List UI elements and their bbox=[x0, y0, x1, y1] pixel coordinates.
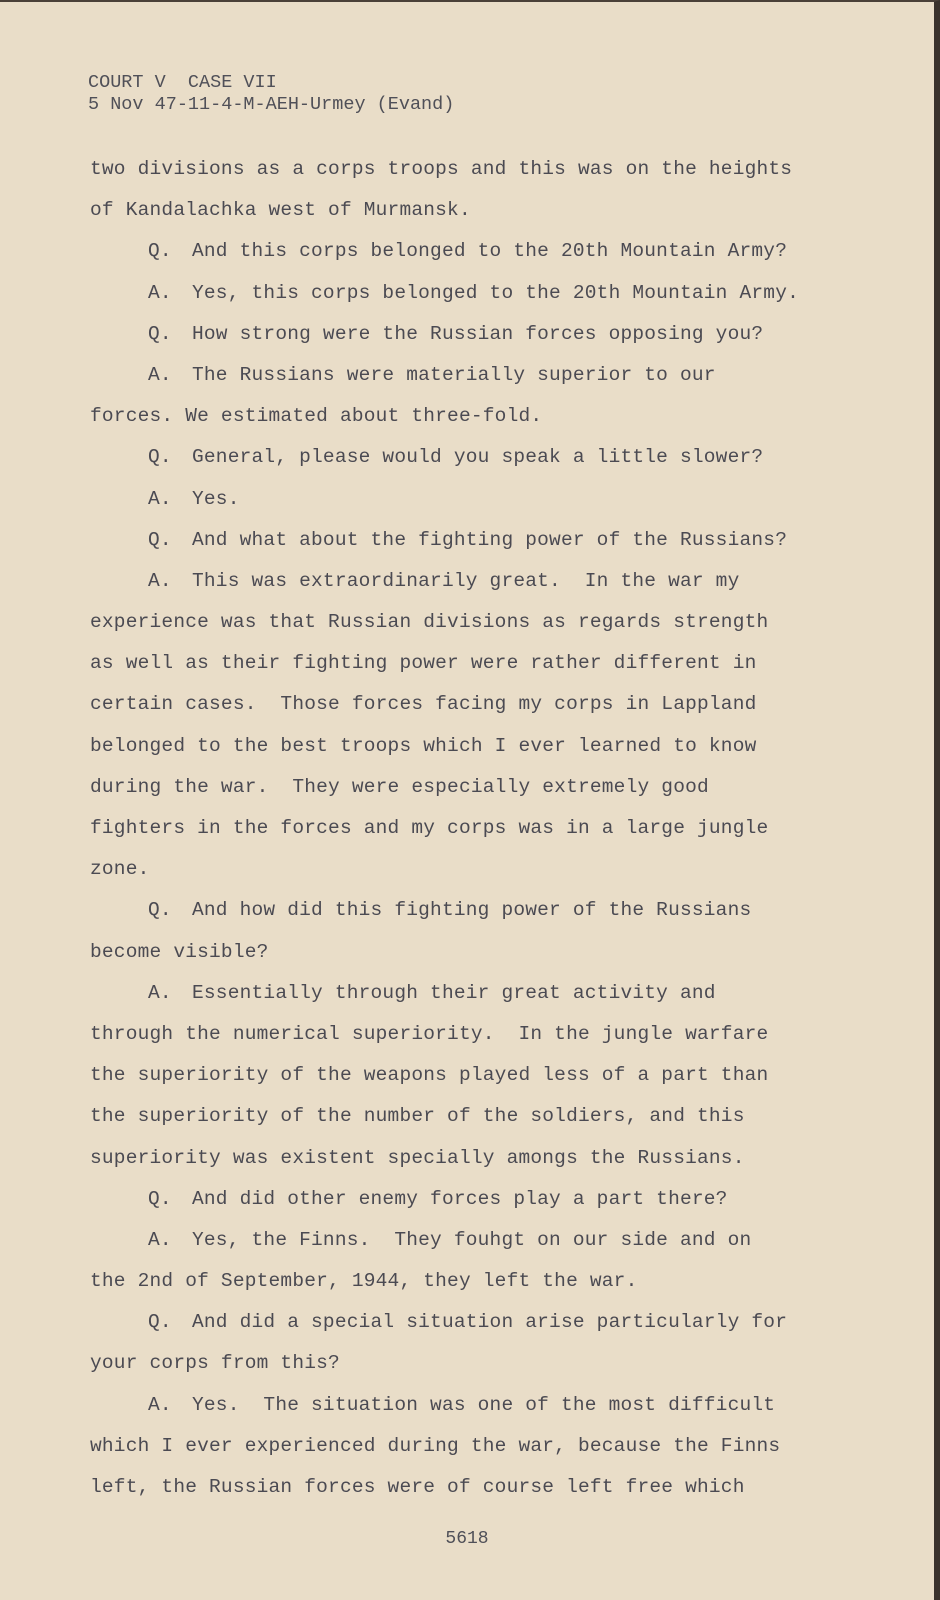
transcript-line bbox=[90, 726, 880, 767]
transcript-text: And this corps belonged to the 20th Mountain Army? bbox=[192, 240, 788, 263]
transcript-text: during the war. They were especially extremely good bbox=[90, 775, 709, 798]
session-reference: 5 Nov 47-11-4-M-AEH-Urmey (Evand) bbox=[88, 94, 455, 115]
transcript-line bbox=[90, 684, 880, 725]
transcript-text: Essentially through their great activity and bbox=[192, 981, 716, 1004]
transcript-line bbox=[90, 1467, 880, 1508]
page-number: 5618 bbox=[445, 1529, 489, 1549]
transcript-text: through the numerical superiority. In the jungle warfare bbox=[90, 1022, 769, 1045]
transcript-line bbox=[90, 1179, 880, 1220]
transcript-line bbox=[90, 1302, 880, 1343]
transcript-text: as well as their fighting power were rather different in bbox=[90, 652, 757, 675]
transcript-line bbox=[90, 273, 880, 314]
question-marker: Q. bbox=[148, 528, 172, 551]
transcript-line bbox=[90, 1426, 880, 1467]
transcript-text: experience was that Russian divisions as regards strength bbox=[90, 611, 769, 634]
answer-marker: A. bbox=[148, 363, 172, 386]
transcript-line bbox=[90, 973, 880, 1014]
answer-marker: A. bbox=[148, 1393, 172, 1416]
transcript-line bbox=[90, 396, 880, 437]
transcript-line bbox=[90, 1220, 880, 1261]
transcript-line bbox=[90, 520, 880, 561]
transcript-line bbox=[90, 1055, 880, 1096]
transcript-line bbox=[90, 1138, 880, 1179]
transcript-text: Yes. The situation was one of the most difficult bbox=[192, 1393, 776, 1416]
transcript-text: zone. bbox=[90, 858, 150, 881]
transcript-text: fighters in the forces and my corps was in a large jungle bbox=[90, 817, 769, 839]
transcript-line bbox=[90, 437, 880, 478]
transcript-text: Yes, this corps belonged to the 20th Mountain Army. bbox=[192, 281, 799, 304]
transcript-line bbox=[90, 1261, 880, 1302]
transcript-text: certain cases. Those forces facing my corps in Lappland bbox=[90, 693, 757, 716]
answer-marker: A. bbox=[148, 569, 172, 592]
transcript-line bbox=[90, 149, 880, 190]
transcript-text: the superiority of the number of the soldiers, and this bbox=[90, 1105, 745, 1128]
transcript-text: General, please would you speak a little slower? bbox=[192, 446, 764, 469]
transcript-text: belonged to the best troops which I ever learned to know bbox=[90, 734, 757, 757]
transcript-text: superiority was existent specially amongs the Russians. bbox=[90, 1146, 745, 1169]
document-header bbox=[88, 72, 454, 116]
transcript-line bbox=[90, 314, 880, 355]
transcript-line bbox=[90, 1385, 880, 1426]
answer-marker: A. bbox=[148, 281, 172, 304]
transcript-line bbox=[90, 849, 880, 890]
transcript-line bbox=[90, 561, 880, 602]
transcript-text: And did a special situation arise particularly for bbox=[192, 1311, 788, 1334]
transcript-text: And did other enemy forces play a part there? bbox=[192, 1187, 728, 1210]
transcript-text: Yes. bbox=[192, 487, 240, 510]
transcript-text: become visible? bbox=[90, 940, 269, 963]
transcript-text: How strong were the Russian forces opposing you? bbox=[192, 322, 764, 345]
transcript-text: And what about the fighting power of the Russians? bbox=[192, 528, 788, 551]
transcript-text: Yes, the Finns. They fouhgt on our side and on bbox=[192, 1228, 752, 1251]
court-case-label: COURT V CASE VII bbox=[88, 72, 277, 93]
transcript-line bbox=[90, 1343, 880, 1384]
transcript-line bbox=[90, 479, 880, 520]
transcript-text: of Kandalachka west of Murmansk. bbox=[90, 199, 471, 222]
transcript-body bbox=[90, 149, 880, 1508]
question-marker: Q. bbox=[148, 1187, 172, 1210]
transcript-line bbox=[90, 767, 880, 808]
transcript-text: two divisions as a corps troops and this was on the heights bbox=[90, 158, 793, 180]
transcript-text: This was extraordinarily great. In the war my bbox=[192, 569, 740, 592]
transcript-line bbox=[90, 355, 880, 396]
answer-marker: A. bbox=[148, 487, 172, 510]
answer-marker: A. bbox=[148, 1228, 172, 1251]
transcript-text: which I ever experienced during the war, because the Finns bbox=[90, 1434, 781, 1457]
question-marker: Q. bbox=[148, 1311, 172, 1334]
question-marker: Q. bbox=[148, 240, 172, 263]
transcript-line bbox=[90, 1014, 880, 1055]
question-marker: Q. bbox=[148, 322, 172, 345]
question-marker: Q. bbox=[148, 899, 172, 922]
transcript-line bbox=[90, 1096, 880, 1137]
question-marker: Q. bbox=[148, 446, 172, 469]
transcript-text: left, the Russian forces were of course left free which bbox=[90, 1476, 745, 1498]
transcript-line bbox=[90, 890, 880, 931]
transcript-line bbox=[90, 602, 880, 643]
transcript-line bbox=[90, 190, 880, 231]
transcript-line bbox=[90, 808, 880, 849]
transcript-text: your corps from this? bbox=[90, 1352, 340, 1375]
transcript-line bbox=[90, 932, 880, 973]
transcript-line bbox=[90, 231, 880, 272]
transcript-line bbox=[90, 643, 880, 684]
transcript-text: The Russians were materially superior to our bbox=[192, 363, 716, 386]
transcript-text: the 2nd of September, 1944, they left the war. bbox=[90, 1270, 638, 1293]
transcript-text: the superiority of the weapons played less of a part than bbox=[90, 1064, 769, 1087]
transcript-text: And how did this fighting power of the Russians bbox=[192, 899, 752, 922]
transcript-text: forces. We estimated about three-fold. bbox=[90, 405, 543, 428]
answer-marker: A. bbox=[148, 981, 172, 1004]
